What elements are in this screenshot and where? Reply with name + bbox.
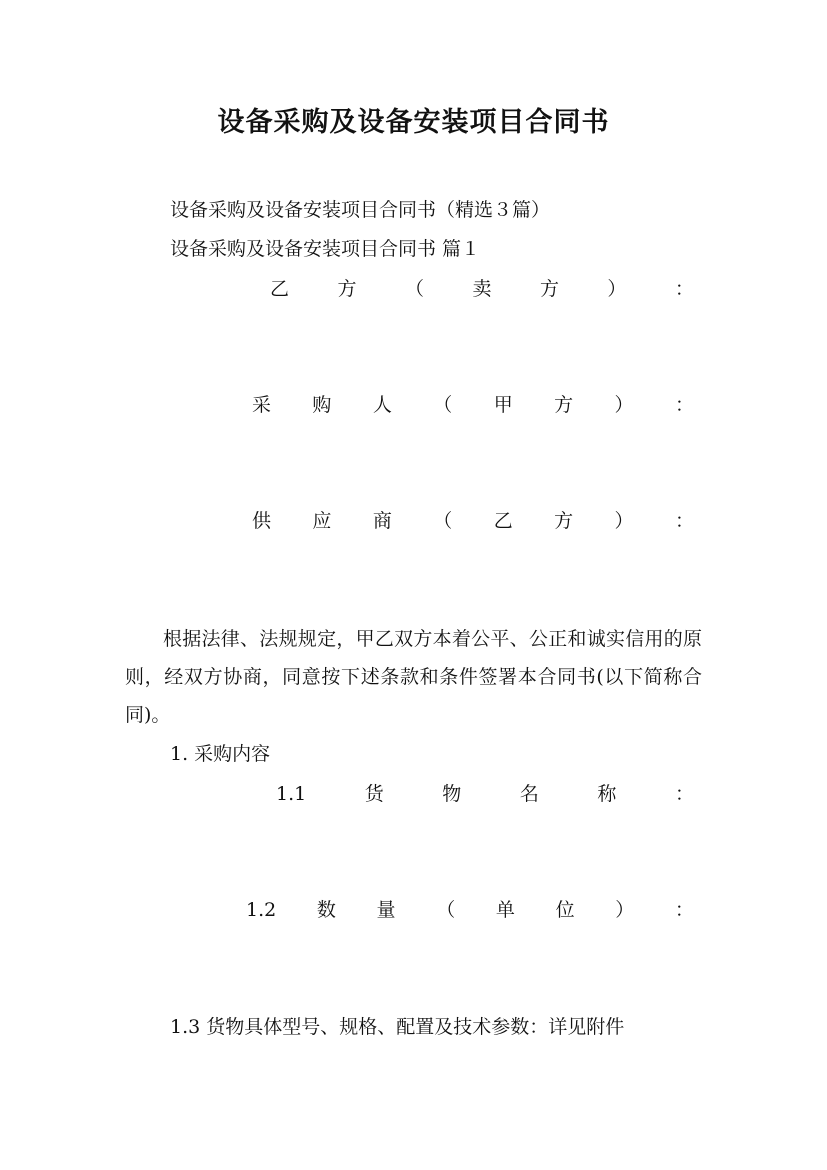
field-char: ）: [607, 278, 627, 300]
field-char: 位: [555, 899, 575, 921]
field-char: 采: [252, 394, 272, 416]
purchaser-field: [252, 393, 694, 417]
section-1-heading: 1. 采购内容: [170, 743, 271, 765]
field-char: ：: [674, 278, 694, 300]
field-char: 1.2: [246, 899, 277, 921]
supplier-field: [252, 509, 694, 533]
field-char: 称: [597, 783, 617, 805]
document-title: 设备采购及设备安装项目合同书: [217, 107, 610, 138]
field-char: 量: [376, 899, 396, 921]
field-char: 名: [519, 783, 539, 805]
field-char: ）: [615, 899, 635, 921]
field-char: 货: [364, 783, 384, 805]
party-b-seller-field: [270, 277, 694, 301]
field-char: ）: [614, 510, 634, 532]
field-char: 物: [442, 783, 462, 805]
document-subtitle: 设备采购及设备安装项目合同书（精选３篇）: [170, 199, 551, 221]
field-char: 方: [554, 394, 574, 416]
field-char: 1.1: [276, 783, 307, 805]
field-char: 数: [316, 899, 336, 921]
field-char: 购: [312, 394, 332, 416]
field-char: （: [404, 278, 424, 300]
field-char: （: [433, 394, 453, 416]
item-1-3-line: 1.3 货物具体型号、规格、配置及技术参数：详见附件: [170, 1016, 625, 1038]
field-char: 乙: [493, 510, 513, 532]
item-1-2-field: [246, 898, 694, 922]
field-char: （: [433, 510, 453, 532]
field-char: 方: [539, 278, 559, 300]
field-char: 方: [554, 510, 574, 532]
field-char: 供: [252, 510, 272, 532]
part-heading: 设备采购及设备安装项目合同书 篇１: [170, 238, 481, 260]
item-1-1-field: [276, 782, 694, 806]
field-char: 乙: [270, 278, 290, 300]
intro-paragraph: 根据法律、法规规定，甲乙双方本着公平、公正和诚实信用的原则，经双方协商，同意按下述条款和条件签署本合同书(以下简称合同)。: [125, 628, 702, 726]
field-char: 甲: [493, 394, 513, 416]
field-char: 人: [372, 394, 392, 416]
field-char: 方: [337, 278, 357, 300]
field-char: 卖: [472, 278, 492, 300]
field-char: 单: [495, 899, 515, 921]
field-char: ）: [614, 394, 634, 416]
field-char: 商: [372, 510, 392, 532]
field-char: ：: [674, 899, 694, 921]
field-char: 应: [312, 510, 332, 532]
field-char: ：: [674, 394, 694, 416]
field-char: ：: [674, 510, 694, 532]
field-char: ：: [674, 783, 694, 805]
field-char: （: [436, 899, 456, 921]
